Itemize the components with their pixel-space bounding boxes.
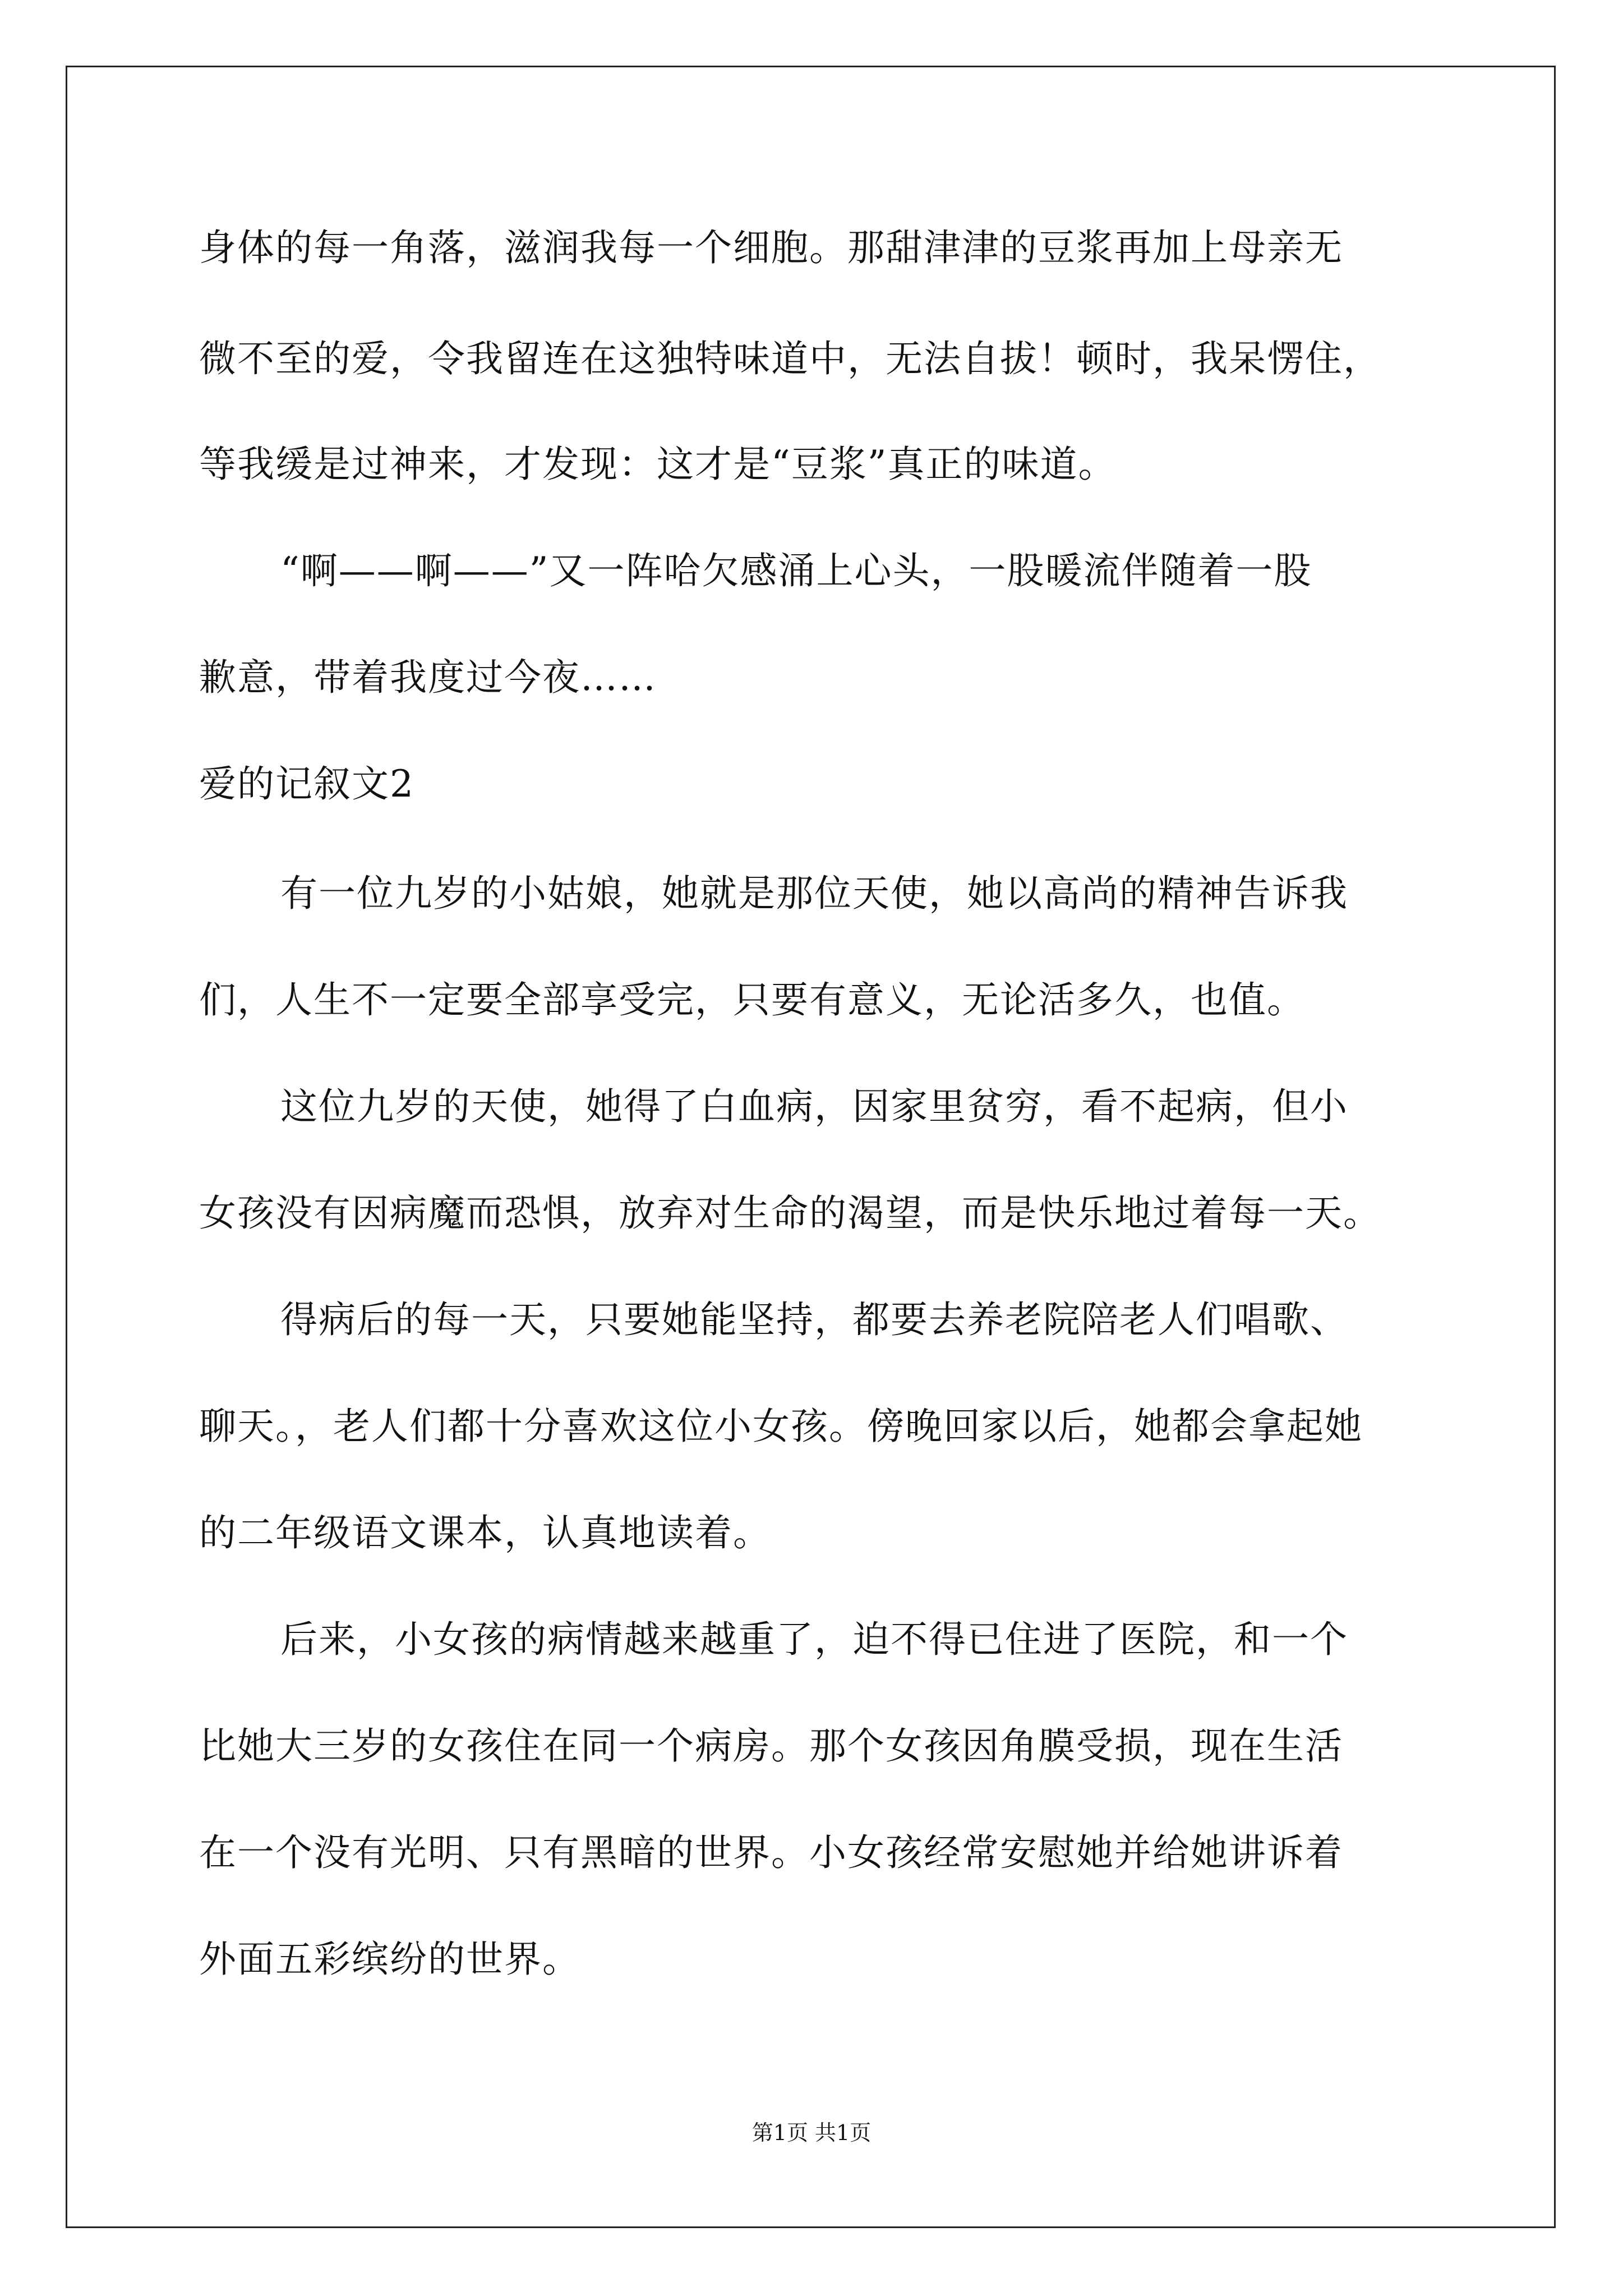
text-line: 在一个没有光明、只有黑暗的世界。小女孩经常安慰她并给她讲诉着 xyxy=(199,1831,1343,1874)
text-line: 外面五彩缤纷的世界。 xyxy=(199,1938,580,1981)
text-line: 微不至的爱，令我留连在这独特味道中，无法自拔！顿时，我呆愣住， xyxy=(199,337,1381,380)
text-line: 有一位九岁的小姑娘，她就是那位天使，她以高尚的精神告诉我 xyxy=(280,872,1348,915)
text-line: “啊——啊——”又一阵哈欠感涌上心头，一股暖流伴随着一股 xyxy=(280,549,1312,592)
text-line: 身体的每一角落，滋润我每一个细胞。那甜津津的豆浆再加上母亲无 xyxy=(199,226,1343,269)
section-heading: 爱的记叙文2 xyxy=(199,762,414,806)
page-border xyxy=(66,66,1556,2228)
text-line: 比她大三岁的女孩住在同一个病房。那个女孩因角膜受损，现在生活 xyxy=(199,1724,1343,1768)
text-line: 等我缓是过神来，才发现：这才是“豆浆”真正的味道。 xyxy=(199,443,1117,486)
text-line: 的二年级语文课本，认真地读着。 xyxy=(199,1511,771,1554)
text-line: 这位九岁的天使，她得了白血病，因家里贫穷，看不起病，但小 xyxy=(280,1085,1348,1128)
text-line: 女孩没有因病魔而恐惧，放弃对生命的渴望，而是快乐地过着每一天。 xyxy=(199,1191,1381,1235)
text-line: 聊天。，老人们都十分喜欢这位小女孩。傍晚回家以后，她都会拿起她 xyxy=(199,1405,1363,1448)
text-line: 后来，小女孩的病情越来越重了，迫不得已住进了医院，和一个 xyxy=(280,1618,1348,1661)
text-line: 得病后的每一天，只要她能坚持，都要去养老院陪老人们唱歌、 xyxy=(280,1298,1348,1341)
page-footer: 第1页 共1页 xyxy=(751,2120,872,2145)
text-line: 们，人生不一定要全部享受完，只要有意义，无论活多久，也值。 xyxy=(199,978,1305,1022)
text-line: 歉意，带着我度过今夜…… xyxy=(199,656,657,699)
